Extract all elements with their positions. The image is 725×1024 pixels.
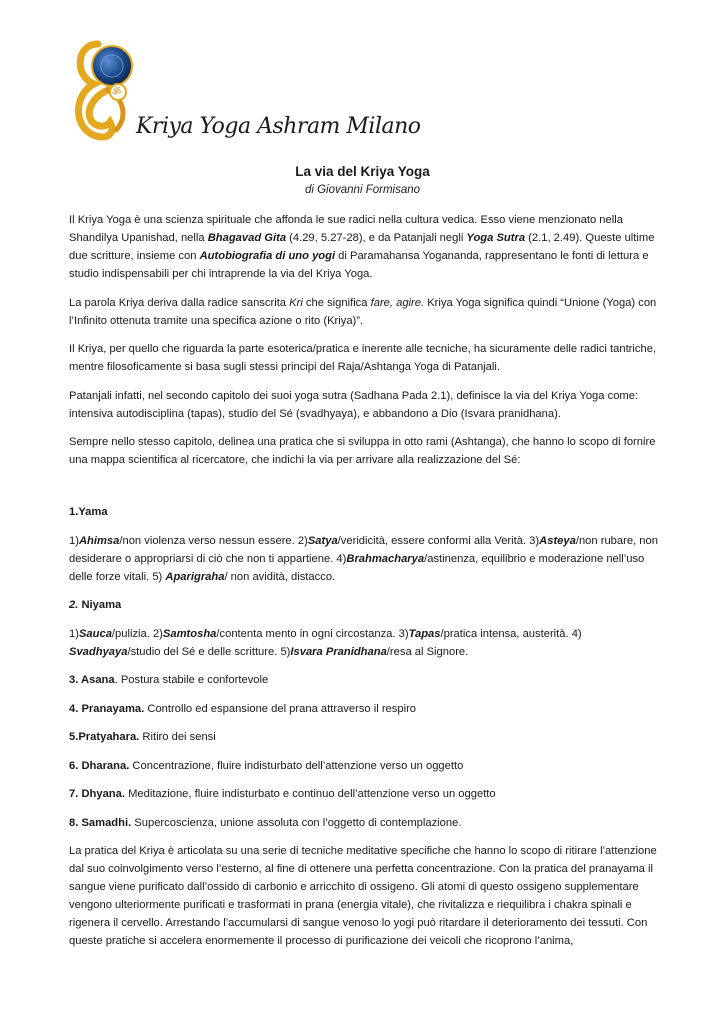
om-icon: ॐ — [112, 87, 122, 98]
limb-asana: 3. Asana. Postura stabile e confortevole — [69, 674, 269, 686]
paragraph-intro-1: Il Kriya Yoga è una scienza spirituale che affonda le sue radici nella cultura vedica. Esso viene menzionato nella Shandilya Upanishad, nella Bhagavad Gita (4.29, 5.27-28), e da Patanjali negli Yoga Sutra (2.1, 2.49). Queste ultime due scritture, insieme con Autobiografia di uno yogi di Paramahansa Yogananda, rappresentano le fonti di lettura e studio indispensabili per chi intraprende la via del Kriya Yoga. — [69, 214, 655, 280]
niyama-list: 1)Sauca/pulizia. 2)Samtosha/contenta mento in ogni circostanza. 3)Tapas/pratica intensa, austerità. 4) Svadhyaya/studio del Sé e delle scritture. 5)Isvara Pranidhana/resa al Signore. — [69, 627, 582, 658]
limb-samadhi: 8. Samadhi. Supercoscienza, unione assoluta con l’oggetto di contemplazione. — [69, 816, 462, 829]
yama-list: 1)Ahimsa/non violenza verso nessun essere. 2)Satya/veridicità, essere conformi alla Verità. 3)Asteya/non rubare, non desiderare o appropriarsi di ciò che non ti appartiene. 4)Brahmacharya/astinenza, equilibrio e moderazione nell’uso delle forze vitali. 5) Aparigraha/ non avidità, distacco. — [69, 534, 658, 583]
limb-dharana: 6. Dharana. Concentrazione, fluire indisturbato dell’attenzione verso un oggetto — [69, 759, 464, 772]
niyama-heading: 2. Niyama — [69, 599, 122, 611]
limb-dhyana: 7. Dhyana. Meditazione, fluire indisturbato e continuo dell’attenzione verso un oggetto — [69, 788, 496, 800]
limb-pratyahara: 5.Pratyahara. Ritiro dei sensi — [69, 731, 216, 743]
paragraph-closing: La pratica del Kriya è articolata su una serie di tecniche meditative specifiche che hanno lo scopo di ritirare l’attenzione dal suo coinvolgimento verso l’esterno, al fine di ottenere una perfetta concentrazione. Con la pratica del pranayama il sangue viene purificato dall’ossido di carbonio e arricchito di ossigeno. Gli atomi di questo ossigeno supplementare vengono ulteriormente purificati e trasformati in prana (energia vitale), che rivitalizza e riequilibra i chakra spinali e rigenera il cervello. Arrestando l’accumularsi di sangue venoso lo yogi può ritardare il deterioramento dei tessuti. Con queste pratiche si accelera enormemente il processo di purificazione dei veicoli che ricoprono l’anima, — [69, 845, 657, 947]
paragraph-intro-2: La parola Kriya deriva dalla radice sanscrita Kri che significa fare, agire. Kriya Yoga significa quindi “Unione (Yoga) con l’Infinito ottenuta tramite una specifica azione o rito (Kriya)”. — [69, 296, 657, 327]
limb-pranayama: 4. Pranayama. Controllo ed espansione del prana attraverso il respiro — [69, 702, 417, 715]
paragraph-intro-3: Il Kriya, per quello che riguarda la parte esoterica/pratica e inerente alle tecniche, ha sicuramente delle radici tantriche, mentre filosoficamente si basa sugli stessi principi del Raja/Ashtanga Yoga di Patanjali. — [69, 343, 657, 373]
page-title: La via del Kriya Yoga — [295, 164, 430, 179]
paragraph-intro-4: Patanjali infatti, nel secondo capitolo dei suoi yoga sutra (Sadhana Pada 2.1), definisce la via del Kriya Yoga come: intensiva autodisciplina (tapas), studio del Sé (svadhyaya), e abbandono a Dio (Isvara pranidhana). — [69, 389, 639, 420]
byline: di Giovanni Formisano — [304, 184, 421, 196]
paragraph-intro-5: Sempre nello stesso capitolo, delinea una pratica che si sviluppa in otto rami (Ashtanga), che hanno lo scopo di fornire una mappa scientifica al ricercatore, che indichi la via per arrivare alla realizzazione del Sé: — [69, 436, 656, 466]
logo-text: Kriya Yoga Ashram Milano — [136, 114, 421, 139]
yama-heading: 1.Yama — [69, 506, 108, 518]
logo — [64, 36, 421, 160]
document-body — [69, 211, 664, 961]
